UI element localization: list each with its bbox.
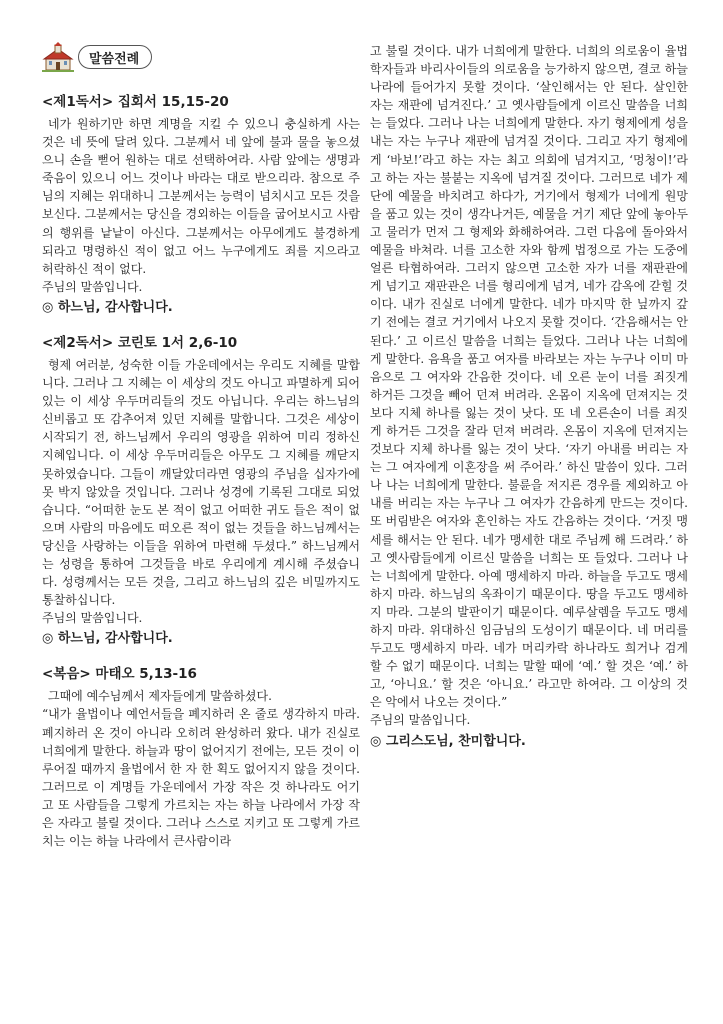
reading-response: ◎ 하느님, 감사합니다. xyxy=(42,631,173,647)
reading-response: ◎ 하느님, 감사합니다. xyxy=(42,299,173,315)
reading-label: <제2독서> xyxy=(42,334,114,351)
gospel-title xyxy=(42,665,360,684)
gospel-text-left: “내가 율법이나 예언서들을 폐지하러 온 줄로 생각하지 마라. 폐지하러 온 것이 아니라 오히려 완성하러 왔다. 내가 진실로 너희에게 말한다. 하늘과 땅이 없어지기 전에는, 모든 것이 이루어질 때까지 율법에서 한 자 한 획도 없어지지 않을 것이다. 그러므로 이 계명들 가운데에서 가장 작은 것 하나라도 어기고 또 사람들을 그렇게 가르치는 자는 하늘 나라에서 가장 작은 자라고 불릴 것이다. 그러나 스스로 지키고 또 그렇게 가르치는 이는 하늘 나라에서 큰사람이라 xyxy=(42,707,360,849)
reading-title xyxy=(42,334,360,353)
gospel-reference: 마태오 5,13-16 xyxy=(95,666,197,683)
right-column xyxy=(370,42,688,751)
gospel-response: ◎ 그리스도님, 찬미합니다. xyxy=(370,733,526,749)
section-header xyxy=(42,42,152,72)
church-icon xyxy=(42,42,74,72)
second-reading xyxy=(42,334,360,648)
reading-reference: 집회서 15,15-20 xyxy=(117,94,229,110)
reading-closing: 주님의 말씀입니다. xyxy=(42,611,143,626)
spacer xyxy=(42,648,360,665)
gospel-intro: 그때에 예수님께서 제자들에게 말씀하셨다. xyxy=(48,689,272,704)
reading-label: <제1독서> xyxy=(42,94,114,110)
gospel xyxy=(42,665,360,850)
reading-reference: 코린토 1서 2,6-10 xyxy=(117,334,238,351)
reading-title xyxy=(42,93,360,112)
spacer xyxy=(42,317,360,334)
section-title: 말씀전례 xyxy=(78,45,152,69)
gospel-label: <복음> xyxy=(42,666,91,683)
left-column xyxy=(42,93,360,850)
reading-text: 네가 원하기만 하면 계명을 지킬 수 있으니 충실하게 사는 것은 네 뜻에 달려 있다. 그분께서 네 앞에 불과 물을 놓으셨으니 손을 뻗어 원하는 대로 선택하여라. 사람 앞에는 생명과 죽음이 있으니 어느 것이나 바라는 대로 받으리라. 참으로 주님의 지혜는 위대하니 그분께서는 능력이 넘치시고 모든 것을 보신다. 그분께서는 당신을 경외하는 이들을 굽어보시고 사람의 행위를 낱낱이 아신다. 그분께서는 아무에게도 불경하게 되라고 명령하신 적이 없고 어느 누구에게도 죄를 지으라고 허락하신 적이 없다. xyxy=(42,117,360,276)
reading-closing: 주님의 말씀입니다. xyxy=(42,279,143,294)
gospel-closing: 주님의 말씀입니다. xyxy=(370,713,471,728)
gospel-text-right: 고 불릴 것이다. 내가 너희에게 말한다. 너희의 의로움이 율법 학자들과 바리사이들의 의로움을 능가하지 않으면, 결코 하늘 나라에 들어가지 못할 것이다. ‘살인해서는 안 된다. 살인한 자는 재판에 넘겨진다.’ 고 옛사람들에게 이르신 말씀을 너희는 들었다. 그러나 나는 너희에게 말한다. 자기 형제에게 성을 내는 자는 누구나 재판에 넘겨질 것이다. 그리고 자기 형제에게 ‘바보!’라고 하는 자는 최고 의회에 넘겨지고, ‘멍청이!’라고 하는 자는 불붙는 지옥에 넘겨질 것이다. 그러므로 네가 제단에 예물을 바치려고 하다가, 거기에서 형제가 너에게 원망을 품고 있는 것이 생각나거든, 예물을 거기 제단 앞에 놓아두고 물러가 먼저 그 형제와 화해하여라. 그런 다음에 돌아와서 예물을 바쳐라. 너를 고소한 자와 함께 법정으로 가는 도중에 얼른 타협하여라. 그러지 않으면 고소한 자가 너를 재판관에게 넘기고 재판관은 너를 형리에게 넘겨, 네가 감옥에 갇힐 것이다. 내가 진실로 너에게 말한다. 네가 마지막 한 닢까지 갚기 전에는 결코 거기에서 나오지 못할 것이다. ‘간음해서는 안 된다.’ 고 이르신 말씀을 너희는 들었다. 그러나 나는 너희에게 말한다. 음욕을 품고 여자를 바라보는 자는 누구나 이미 마음으로 그 여자와 간음한 것이다. 네 오른 눈이 너를 죄짓게 하거든 그것을 빼어 던져 버려라. 온몸이 지옥에 던져지는 것보다 지체 하나를 잃는 것이 낫다. 또 네 오른손이 너를 죄짓게 하거든 그것을 잘라 던져 버려라. 온몸이 지옥에 던져지는 것보다 지체 하나를 잃는 것이 낫다. ‘자기 아내를 버리는 자는 그 여자에게 이혼장을 써 주어라.’ 하신 말씀이 있다. 그러나 나는 너희에게 말한다. 불륜을 저지른 경우를 제외하고 아내를 버리는 자는 누구나 그 여자가 간음하게 만드는 것이다. 또 버림받은 여자와 혼인하는 자도 간음하는 것이다. ‘거짓 맹세를 해서는 안 된다. 네가 맹세한 대로 주님께 해 드려라.’ 하고 옛사람들에게 이르신 말씀을 너희는 또 들었다. 그러나 나는 너희에게 말한다. 아예 맹세하지 마라. 하늘을 두고도 맹세하지 마라. 하느님의 옥좌이기 때문이다. 땅을 두고도 맹세하지 마라. 그분의 발판이기 때문이다. 예루살렘을 두고도 맹세하지 마라. 위대하신 임금님의 도성이기 때문이다. 네 머리를 두고도 맹세하지 마라. 네가 머리카락 하나라도 희거나 검게 할 수 없기 때문이다. 너희는 말할 때에 ‘예.’ 할 것은 ‘예.’ 하고, ‘아니요.’ 할 것은 ‘아니요.’ 라고만 하여라. 그 이상의 것은 악에서 나오는 것이다.” xyxy=(370,44,688,710)
reading-text: 형제 여러분, 성숙한 이들 가운데에서는 우리도 지혜를 말합니다. 그러나 그 지혜는 이 세상의 것도 아니고 파멸하게 되어 있는 이 세상 우두머리들의 것도 아닙니다. 우리는 하느님의 신비롭고 또 감추어져 있던 지혜를 말합니다. 그것은 세상이 시작되기 전, 하느님께서 우리의 영광을 위하여 미리 정하신 지혜입니다. 이 세상 우두머리들은 아무도 그 지혜를 깨닫지 못하였습니다. 그들이 깨달았더라면 영광의 주님을 십자가에 못 박지 않았을 것입니다. 그러나 성경에 기록된 그대로 되었습니다. “어떠한 눈도 본 적이 없고 어떠한 귀도 들은 적이 없으며 사람의 마음에도 떠오른 적이 없는 것들을 하느님께서는 당신을 사랑하는 이들을 위하여 마련해 두셨다.” 하느님께서는 성령을 통하여 그것들을 바로 우리에게 계시해 주셨습니다. 성령께서는 모든 것을, 그리고 하느님의 깊은 비밀까지도 통찰하십니다. xyxy=(42,357,360,608)
first-reading xyxy=(42,93,360,317)
